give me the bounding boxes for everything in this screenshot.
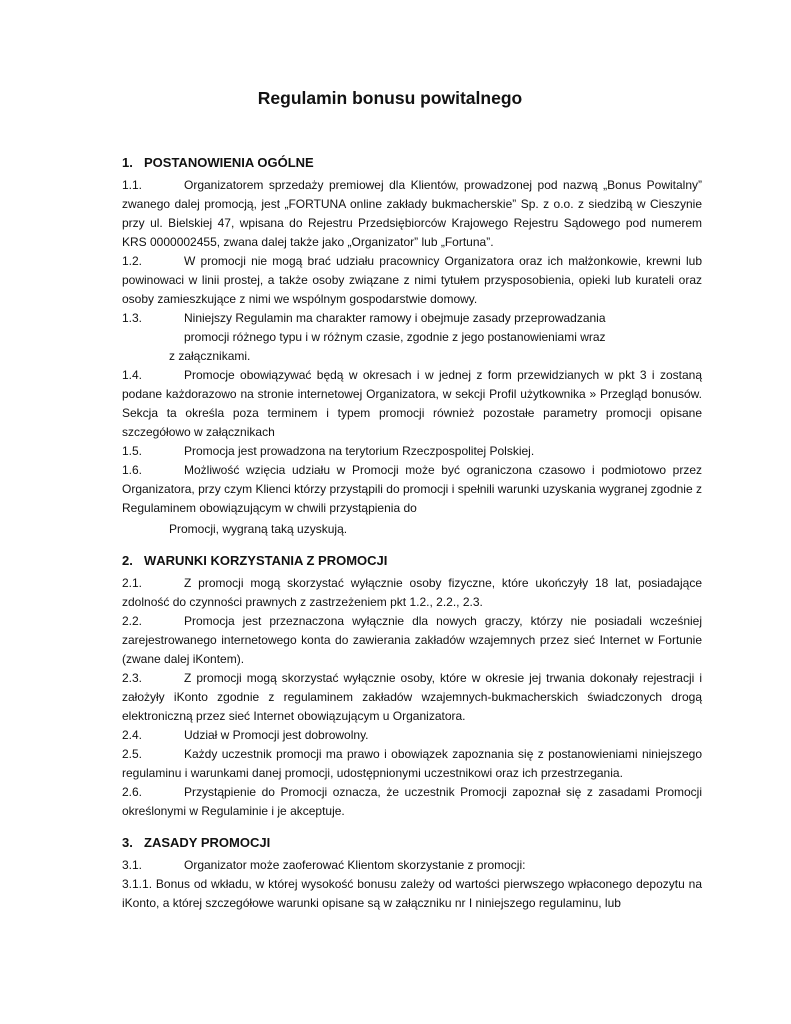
paragraph-number: 1.1. xyxy=(122,178,143,192)
paragraph-text: W promocji nie mogą brać udziału pracownicy Organizatora oraz ich małżonkowie, krewni lub powinowaci w linii prostej, a także osoby związane z nimi tytułem przysposobienia, opieki lub kurateli oraz osoby zamieszkujące z nimi we wspólnym gospodarstwie domowy. xyxy=(122,254,702,306)
section-heading-text: OSTANOWIENIA OGÓLNE xyxy=(152,155,314,170)
paragraph-number: 1.3. xyxy=(122,311,143,325)
paragraph-number: 2.6. xyxy=(122,785,143,799)
section-general-provisions xyxy=(122,155,702,539)
paragraph xyxy=(122,461,702,518)
section-heading xyxy=(122,553,702,568)
section-heading-initial: Z xyxy=(144,835,152,850)
section-heading-initial: W xyxy=(144,553,157,568)
paragraph xyxy=(122,366,702,442)
document-title: Regulamin bonusu powitalnego xyxy=(257,88,523,108)
paragraph-number: 1.2. xyxy=(122,254,143,268)
paragraph-number: 2.1. xyxy=(122,576,143,590)
paragraph xyxy=(122,309,702,328)
paragraph xyxy=(122,612,702,669)
section-number: 1. xyxy=(122,155,133,170)
paragraph-text: Możliwość wzięcia udziału w Promocji może być ograniczona czasowo i podmiotowo przez Organizatora, przy czym Klienci którzy przystąpili do promocji i spełnili warunki uzyskania wygranej zgodnie z Regulaminem obowiązującym w chwili przystąpienia do xyxy=(122,463,702,515)
paragraph-text: Bonus od wkładu, w której wysokość bonusu zależy od wartości pierwszego wpłaconego depozytu na iKonto, a której szczegółowe warunki opisane są w załączniku nr I niniejszego regulaminu, lub xyxy=(122,877,702,910)
paragraph xyxy=(122,856,702,875)
paragraph-continuation: z załącznikami. xyxy=(169,349,251,363)
paragraph xyxy=(122,726,702,745)
paragraph xyxy=(122,252,702,309)
paragraph-text: Niniejszy Regulamin ma charakter ramowy i obejmuje zasady przeprowadzania xyxy=(184,311,606,325)
paragraph-text: Promocje obowiązywać będą w okresach i w jednej z form przewidzianych w pkt 3 i zostaną podane każdorazowo na stronie internetowej Organizatora, w sekcji Profil użytkownika » Przegląd bonusów. Sekcja ta określa poza terminem i typem promocji również pozostałe parametry promocji opisane szczegółowo w załącznikach xyxy=(122,368,702,439)
paragraph xyxy=(122,176,702,252)
paragraph-number: 1.6. xyxy=(122,463,143,477)
paragraph-number: 1.4. xyxy=(122,368,143,382)
paragraph xyxy=(122,745,702,783)
paragraph-text: Organizatorem sprzedaży premiowej dla Klientów, prowadzonej pod nazwą „Bonus Powitalny” zwanego dalej promocją, jest „FORTUNA online zakłady bukmacherskie” Sp. z o.o. z siedzibą w Cieszynie przy ul. Bielskiej 47, wpisana do Rejestru Przedsiębiorców Krajowego Rejestru Sądowego pod numerem KRS 0000002455, zwana dalej także jako „Organizator” lub „Fortuna”. xyxy=(122,178,702,249)
section-conditions xyxy=(122,553,702,821)
paragraph-number: 2.5. xyxy=(122,747,143,761)
paragraph-text: Udział w Promocji jest dobrowolny. xyxy=(184,728,369,742)
section-number: 3. xyxy=(122,835,133,850)
paragraph-number: 1.5. xyxy=(122,444,143,458)
section-number: 2. xyxy=(122,553,133,568)
paragraph-number: 3.1. xyxy=(122,858,143,872)
paragraph-number: 2.3. xyxy=(122,671,143,685)
paragraph-text: Z promocji mogą skorzystać wyłącznie osoby, które w okresie jej trwania dokonały rejestracji i założyły iKonto zgodnie z regulaminem zakładów wzajemnych-bukmacherskich świadczonych drogą elektroniczną przez sieć Internet obowiązującym u Organizatora. xyxy=(122,671,702,723)
paragraph-number: 2.4. xyxy=(122,728,143,742)
paragraph-number: 3.1.1. xyxy=(122,877,153,891)
section-heading xyxy=(122,155,702,170)
section-heading xyxy=(122,835,702,850)
paragraph-text: Organizator może zaoferować Klientom skorzystanie z promocji: xyxy=(184,858,526,872)
section-heading-initial: P xyxy=(144,155,153,170)
paragraph-text: Z promocji mogą skorzystać wyłącznie osoby fizyczne, które ukończyły 18 lat, posiadające zdolność do czynności prawnych z zastrzeżeniem pkt 1.2., 2.2., 2.3. xyxy=(122,576,702,609)
paragraph xyxy=(122,783,702,821)
paragraph-text: Promocja jest przeznaczona wyłącznie dla nowych graczy, którzy nie posiadali wcześniej zarejestrowanego internetowego konta do zawierania zakładów wzajemnych przez sieć Internet w Fortunie (zwane dalej iKontem). xyxy=(122,614,702,666)
section-heading-text: ARUNKI KORZYSTANIA Z PROMOCJI xyxy=(156,553,388,568)
section-promotion-rules xyxy=(122,835,702,913)
paragraph-text: Każdy uczestnik promocji ma prawo i obowiązek zapoznania się z postanowieniami niniejszego regulaminu i warunkami danej promocji, udostępnionymi uczestnikowi oraz ich przestrzegania. xyxy=(122,747,702,780)
paragraph xyxy=(122,669,702,726)
paragraph-text: Promocja jest prowadzona na terytorium Rzeczpospolitej Polskiej. xyxy=(184,444,535,458)
paragraph-continuation: promocji różnego typu i w różnym czasie, zgodnie z jego postanowieniami wraz xyxy=(184,330,606,344)
paragraph xyxy=(122,442,702,461)
paragraph-text: Przystąpienie do Promocji oznacza, że uczestnik Promocji zapoznał się z zasadami Promocji określonymi w Regulaminie i je akceptuje. xyxy=(122,785,702,818)
paragraph xyxy=(122,574,702,612)
section-heading-text: ASADY PROMOCJI xyxy=(151,835,271,850)
paragraph-number: 2.2. xyxy=(122,614,143,628)
paragraph-continuation: Promocji, wygraną taką uzyskują. xyxy=(169,522,348,536)
paragraph xyxy=(122,875,702,913)
